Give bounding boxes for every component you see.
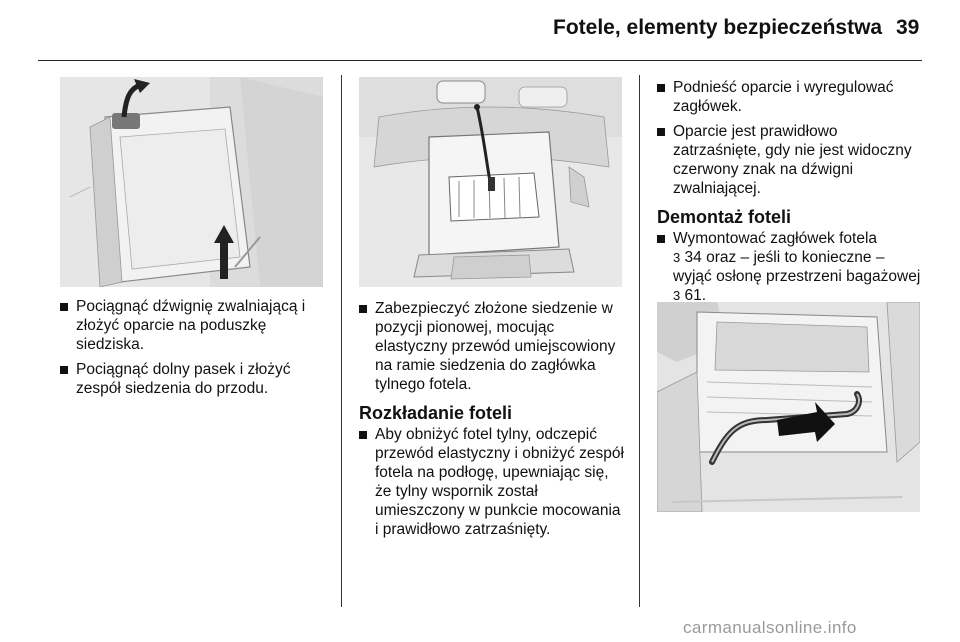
bullet-square-icon bbox=[60, 366, 68, 374]
list-item: Pociągnąć dolny pasek i złożyć zespół siedzenia do przodu. bbox=[60, 360, 325, 398]
bullet-square-icon bbox=[359, 305, 367, 313]
column-1-text bbox=[60, 297, 325, 404]
list-item: Oparcie jest prawidłowo zatrzaśnięte, gdy nie jest widoczny czerwony znak na dźwigni zwalniającej. bbox=[657, 122, 923, 198]
column-divider-2 bbox=[639, 75, 640, 607]
page-title: Fotele, elementy bezpieczeństwa bbox=[553, 16, 883, 39]
list-item: Podnieść oparcie i wyregulować zagłówek. bbox=[657, 78, 923, 116]
bullet-square-icon bbox=[657, 235, 665, 243]
column-divider-1 bbox=[341, 75, 342, 607]
page-reference-icon: 3 bbox=[673, 250, 681, 265]
list-item: Aby obniżyć fotel tylny, odczepić przewód elastyczny i obniżyć zespół fotela na podłogę, upewniając się, że tylny wspornik został umieszczony w punkcie mocowania i prawidłowo zatrzaśnięty. bbox=[359, 425, 625, 539]
figure-seat-folded-upright bbox=[359, 77, 622, 287]
bullet-square-icon bbox=[657, 128, 665, 136]
seat-backrest-fold-illustration bbox=[60, 77, 323, 287]
section-heading-unfolding: Rozkładanie foteli bbox=[359, 403, 513, 423]
bullet-square-icon bbox=[657, 84, 665, 92]
figure-seat-fold bbox=[60, 77, 323, 287]
watermark: carmanualsonline.info bbox=[683, 618, 857, 637]
seat-removal-bracket-illustration bbox=[657, 302, 920, 512]
column-3-bullet-list bbox=[657, 78, 923, 198]
column-2-text bbox=[359, 299, 625, 545]
list-item: Zabezpieczyć złożone siedzenie w pozycji pionowej, mocując elastyczny przewód umiejscowiony na ramie siedzenia do zagłówka tylnego fotela. bbox=[359, 299, 625, 394]
page-reference-icon: 3 bbox=[673, 288, 681, 303]
bullet-square-icon bbox=[359, 431, 367, 439]
header-divider bbox=[38, 60, 922, 61]
column-3-text bbox=[657, 78, 923, 311]
unfolding-bullet-list bbox=[359, 425, 625, 539]
page-number: 39 bbox=[896, 16, 920, 39]
column-2-bullet-list bbox=[359, 299, 625, 394]
figure-seat-removal bbox=[657, 302, 920, 512]
section-heading-removal: Demontaż foteli bbox=[657, 207, 792, 227]
seat-folded-upright-illustration bbox=[359, 77, 622, 287]
list-item: Wymontować zagłówek fotela 3 34 oraz – jeśli to konieczne – wyjąć osłonę przestrzeni bagażowej 3 61. bbox=[657, 229, 923, 305]
removal-bullet-list bbox=[657, 229, 923, 305]
bullet-square-icon bbox=[60, 303, 68, 311]
column-1-bullet-list bbox=[60, 297, 325, 398]
list-item: Pociągnąć dźwignię zwalniającą i złożyć oparcie na poduszkę siedziska. bbox=[60, 297, 325, 354]
